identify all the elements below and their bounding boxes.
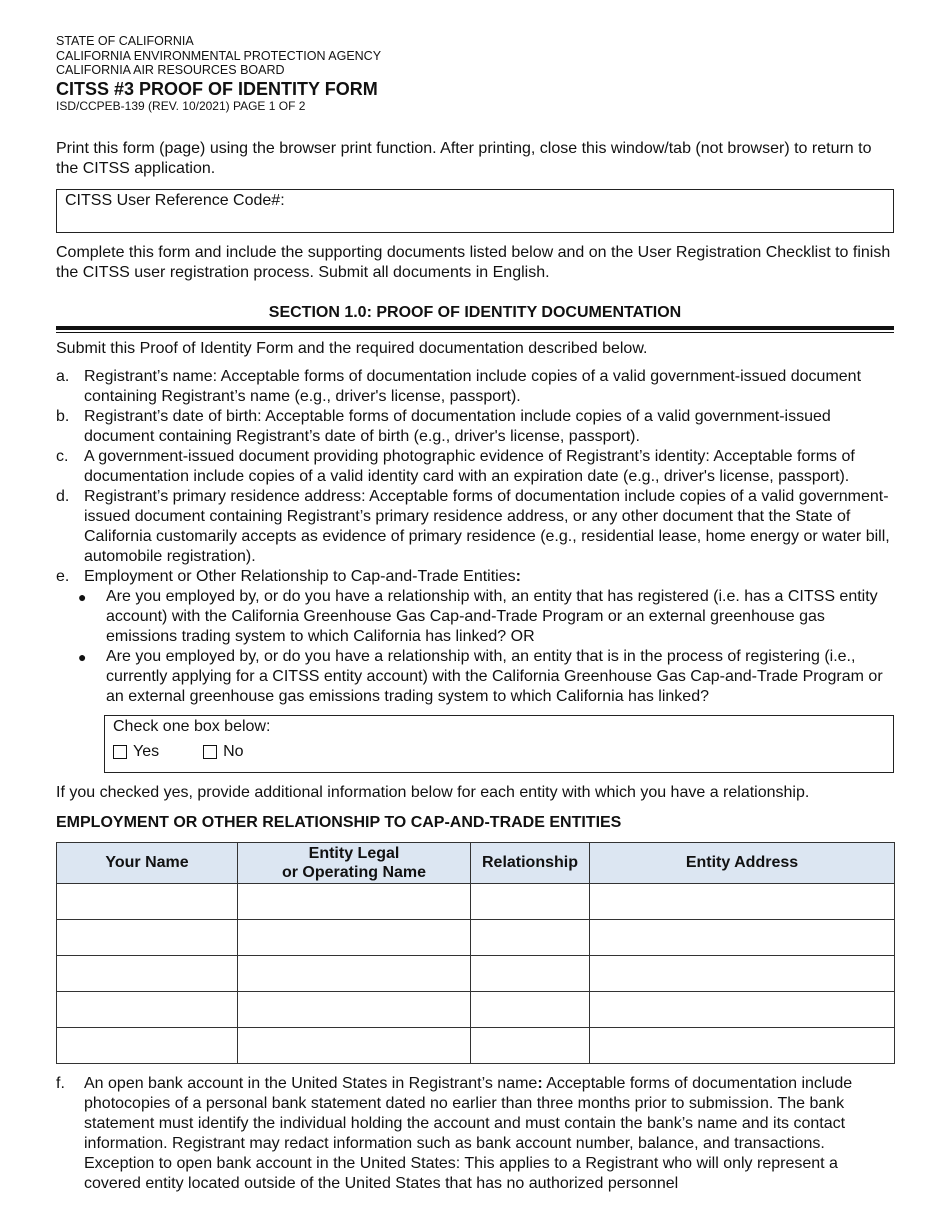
table-cell[interactable] xyxy=(471,919,590,955)
bullet-text: Are you employed by, or do you have a relationship with, an entity that is in the process of registering (i.e., currently applying for a CITSS entity account) with the California Greenhouse Gas Cap-and-Trade Program or an external greenhouse gas emissions trading system to which California has linked? xyxy=(106,647,883,705)
column-header-entity-address: Entity Address xyxy=(590,842,895,883)
item-letter: b. xyxy=(56,407,70,425)
table-cell[interactable] xyxy=(57,991,238,1027)
table-cell[interactable] xyxy=(590,955,895,991)
relationship-table xyxy=(56,842,895,1064)
agency-line: STATE OF CALIFORNIA xyxy=(56,34,194,48)
table-row xyxy=(57,955,895,991)
list-item xyxy=(56,367,894,407)
item-letter: f. xyxy=(56,1074,65,1092)
table-cell[interactable] xyxy=(471,955,590,991)
list-item-bank-account xyxy=(56,1074,894,1194)
entity-name-line-1: Entity Legal xyxy=(308,844,400,862)
item-text: A government-issued document providing photographic evidence of Registrant’s identity: Acceptable forms of documentation include copies of a valid identity card with an expiration date (e.g., driver's license, passport). xyxy=(84,447,855,485)
no-label: No xyxy=(223,742,244,760)
item-text: Registrant’s date of birth: Acceptable forms of documentation include copies of a valid government-issued document containing Registrant’s date of birth (e.g., driver's license, passport). xyxy=(84,407,831,445)
employment-questions xyxy=(56,587,894,707)
if-yes-instructions: If you checked yes, provide additional information below for each entity with which you have a relationship. xyxy=(56,783,810,801)
table-row xyxy=(57,991,895,1027)
yes-option[interactable] xyxy=(113,742,159,762)
list-item xyxy=(56,407,894,447)
submit-instructions: Submit this Proof of Identity Form and the required documentation described below. xyxy=(56,339,648,357)
yes-checkbox[interactable] xyxy=(113,745,127,759)
column-header-relationship: Relationship xyxy=(471,842,590,883)
relationship-table-title: EMPLOYMENT OR OTHER RELATIONSHIP TO CAP-AND-TRADE ENTITIES xyxy=(56,813,622,831)
table-row xyxy=(57,883,895,919)
table-cell[interactable] xyxy=(471,991,590,1027)
yes-label: Yes xyxy=(133,742,160,760)
reference-code-label: CITSS User Reference Code#: xyxy=(65,191,285,209)
completion-instructions: Complete this form and include the supporting documents listed below and on the User Registration Checklist to finish the CITSS user registration process. Submit all documents in English. xyxy=(56,243,891,281)
no-option[interactable] xyxy=(203,742,243,762)
agency-line: CALIFORNIA AIR RESOURCES BOARD xyxy=(56,63,285,77)
item-letter: d. xyxy=(56,487,70,505)
list-item xyxy=(56,487,894,567)
table-cell[interactable] xyxy=(238,955,471,991)
entity-name-line-2: or Operating Name xyxy=(281,863,427,881)
item-letter: e. xyxy=(56,567,70,585)
table-cell[interactable] xyxy=(57,1027,238,1063)
form-id: ISD/CCPEB-139 (REV. 10/2021) PAGE 1 OF 2 xyxy=(56,98,306,113)
table-cell[interactable] xyxy=(471,1027,590,1063)
list-item xyxy=(56,447,894,487)
yes-no-check-box xyxy=(104,715,894,773)
table-cell[interactable] xyxy=(238,883,471,919)
form-title: CITSS #3 PROOF OF IDENTITY FORM xyxy=(56,78,378,99)
list-item-employment xyxy=(56,567,894,587)
table-cell[interactable] xyxy=(238,991,471,1027)
bullet-icon: ● xyxy=(78,648,87,665)
table-cell[interactable] xyxy=(590,1027,895,1063)
section-title: SECTION 1.0: PROOF OF IDENTITY DOCUMENTATION xyxy=(56,303,894,330)
agency-header xyxy=(56,34,894,78)
table-cell[interactable] xyxy=(590,883,895,919)
table-cell[interactable] xyxy=(238,919,471,955)
table-cell[interactable] xyxy=(57,955,238,991)
item-lead: An open bank account in the United States in Registrant’s name xyxy=(84,1074,538,1092)
item-letter: a. xyxy=(56,367,70,385)
bullet-icon: ● xyxy=(78,588,87,605)
item-text: Acceptable forms of documentation include photocopies of a personal bank statement dated no earlier than three months prior to submission. The bank statement must identify the individual holding the account and must contain the bank’s name and its contact information. Registrant may redact information such as bank account number, balance, and transactions. Exception to open bank account in the United States: This applies to a Registrant who will only represent a covered entity located outside of the United States that has no authorized personnel xyxy=(84,1074,853,1192)
item-text: Registrant’s name: Acceptable forms of documentation include copies of a valid government-issued document containing Registrant’s name (e.g., driver's license, passport). xyxy=(84,367,862,405)
item-colon: : xyxy=(515,567,521,585)
table-cell[interactable] xyxy=(57,883,238,919)
check-label: Check one box below: xyxy=(113,717,271,735)
bullet-text: Are you employed by, or do you have a relationship with, an entity that has registered (i.e. has a CITSS entity account) with the California Greenhouse Gas Cap-and-Trade Program or an external greenhouse gas emissions trading system to which California has linked? OR xyxy=(106,587,878,645)
reference-code-field[interactable] xyxy=(56,189,894,233)
column-header-entity-name xyxy=(238,842,471,883)
no-checkbox[interactable] xyxy=(203,745,217,759)
table-row xyxy=(57,919,895,955)
list-item xyxy=(56,587,894,647)
form-page xyxy=(56,34,894,1194)
column-header-your-name: Your Name xyxy=(57,842,238,883)
agency-line: CALIFORNIA ENVIRONMENTAL PROTECTION AGENCY xyxy=(56,48,382,63)
table-cell[interactable] xyxy=(238,1027,471,1063)
table-cell[interactable] xyxy=(590,919,895,955)
item-text: Employment or Other Relationship to Cap-and-Trade Entities xyxy=(84,567,516,585)
print-instructions: Print this form (page) using the browser print function. After printing, close this window/tab (not browser) to return to the CITSS application. xyxy=(56,139,872,177)
table-row xyxy=(57,1027,895,1063)
item-text: Registrant’s primary residence address: Acceptable forms of documentation include copies of a valid government-issued document containing Registrant’s primary residence address, or any other document that the State of California customarily accepts as evidence of primary residence (e.g., residential lease, home energy or water bill, automobile registration). xyxy=(84,487,890,565)
table-cell[interactable] xyxy=(57,919,238,955)
item-letter: c. xyxy=(56,447,69,465)
documentation-list xyxy=(56,367,894,707)
item-colon: : xyxy=(537,1074,543,1092)
check-options xyxy=(113,742,885,762)
list-item xyxy=(56,647,894,707)
table-cell[interactable] xyxy=(590,991,895,1027)
table-cell[interactable] xyxy=(471,883,590,919)
table-header-row xyxy=(57,842,895,883)
